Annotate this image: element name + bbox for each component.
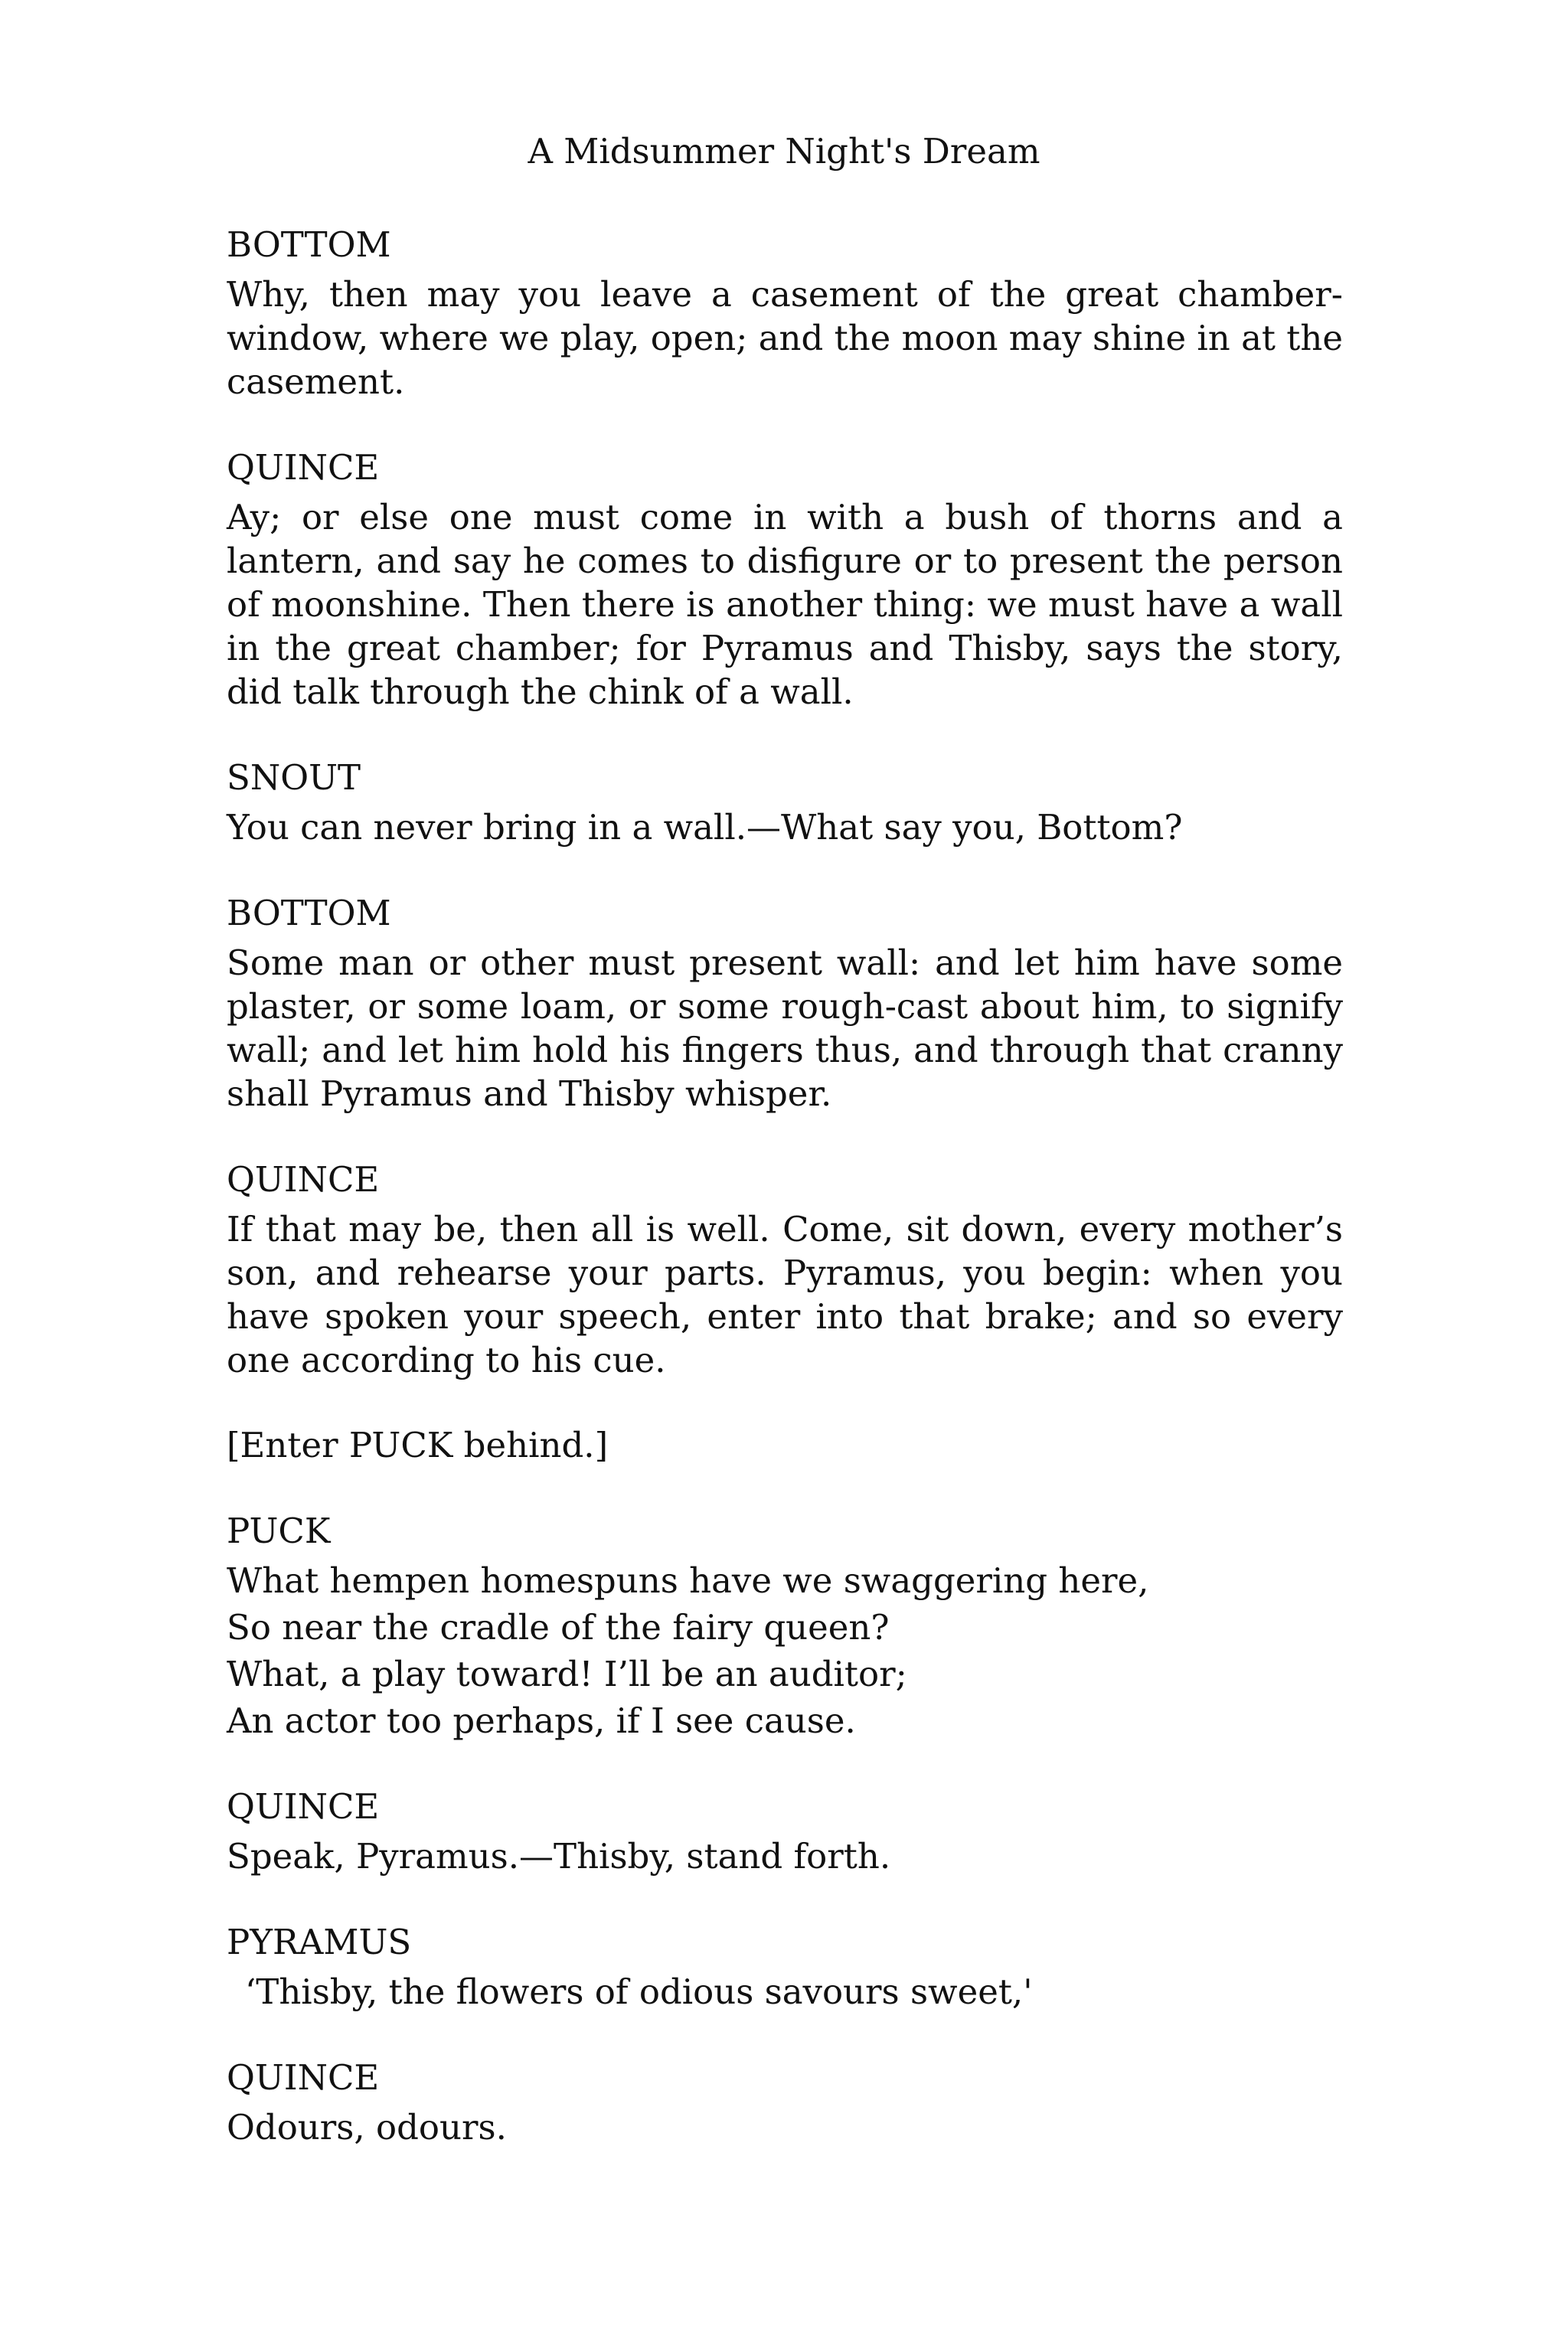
speaker-name: QUINCE bbox=[227, 1786, 380, 1827]
speaker-name: BOTTOM bbox=[227, 893, 391, 933]
speaker-name: SNOUT bbox=[227, 757, 361, 798]
speech-block bbox=[227, 1157, 1343, 1382]
speech-text: You can never bring in a wall.—What say you, Bottom? bbox=[227, 807, 1183, 848]
speech-text: If that may be, then all is well. Come, sit down, every mother’s son, and rehearse your parts. Pyramus, you begin: when you have spoken your speech, enter into that brake; and so every one according to his cue. bbox=[227, 1209, 1343, 1380]
speaker-name: QUINCE bbox=[227, 447, 380, 488]
speaker-name: QUINCE bbox=[227, 2057, 380, 2098]
verse-line: What hempen homespuns have we swaggering here, bbox=[227, 1560, 1149, 1601]
speech-text: Why, then may you leave a casement of the great chamber-window, where we play, open; and the moon may shine in at the casement. bbox=[227, 274, 1343, 402]
verse-line: What, a play toward! I’ll be an auditor; bbox=[227, 1654, 907, 1694]
verse-speech-block bbox=[227, 1508, 1343, 1743]
verse-line: An actor too perhaps, if I see cause. bbox=[227, 1700, 856, 1741]
speech-text: ‘Thisby, the flowers of odious savours sweet,' bbox=[245, 1971, 1033, 2012]
speaker-name: PUCK bbox=[227, 1511, 331, 1551]
speech-block bbox=[227, 445, 1343, 714]
verse-stanza bbox=[227, 1652, 1343, 1743]
speech-block bbox=[227, 755, 1343, 849]
play-text-body bbox=[227, 222, 1343, 2190]
speaker-name: QUINCE bbox=[227, 1159, 380, 1200]
speech-block bbox=[227, 222, 1343, 403]
speaker-name: BOTTOM bbox=[227, 224, 391, 265]
speech-text: Odours, odours. bbox=[227, 2107, 507, 2148]
speech-block bbox=[227, 890, 1343, 1116]
speech-block bbox=[227, 1784, 1343, 1878]
speaker-name: PYRAMUS bbox=[227, 1922, 412, 1962]
verse-line: So near the cradle of the fairy queen? bbox=[227, 1607, 890, 1648]
speech-block bbox=[227, 2055, 1343, 2149]
speech-text: Ay; or else one must come in with a bush of thorns and a lantern, and say he comes to disfigure or to present the person of moonshine. Then there is another thing: we must have a wall in the great chamber; for Pyramus and Thisby, says the story, did talk through the chink of a wall. bbox=[227, 497, 1343, 712]
stage-direction: [Enter PUCK behind.] bbox=[227, 1425, 609, 1465]
verse-stanza bbox=[227, 1559, 1343, 1649]
speech-text: Speak, Pyramus.—Thisby, stand forth. bbox=[227, 1836, 891, 1877]
speech-text: Some man or other must present wall: and let him have some plaster, or some loam, or some rough-cast about him, to signify wall; and let him hold his fingers thus, and through that cranny shall Pyramus and Thisby whisper. bbox=[227, 942, 1343, 1114]
running-header-title: A Midsummer Night's Dream bbox=[528, 131, 1040, 172]
speech-block bbox=[227, 1919, 1343, 2014]
